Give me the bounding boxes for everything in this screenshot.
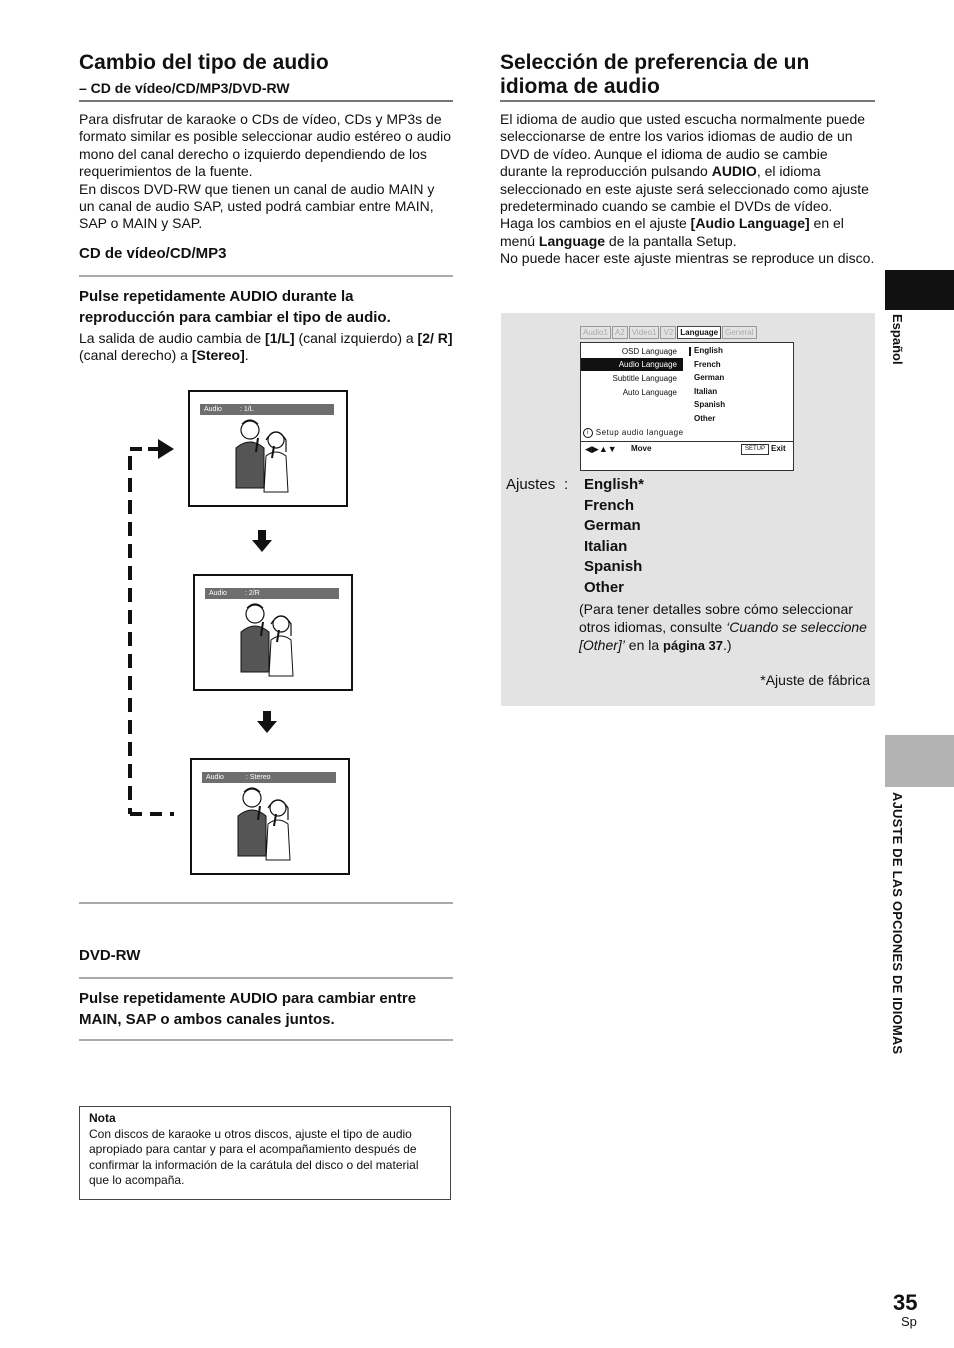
setup-menu-screen bbox=[580, 326, 794, 456]
arrow-down-icon bbox=[257, 711, 277, 733]
right-paragraph-3: No puede hacer este ajuste mientras se reproduce un disco. bbox=[500, 250, 875, 267]
right-paragraph-2 bbox=[500, 215, 875, 250]
arrow-down-icon bbox=[252, 530, 272, 552]
settings-label: Ajustes bbox=[506, 476, 556, 493]
left-intro bbox=[79, 111, 453, 233]
right-title-line2: idioma de audio bbox=[500, 75, 660, 98]
setup-button[interactable]: SETUP bbox=[741, 444, 769, 455]
section-dvdrw-step: Pulse repetidamente AUDIO para cambiar entre MAIN, SAP o ambos canales juntos. bbox=[79, 990, 417, 1028]
factory-note: *Ajuste de fábrica bbox=[760, 672, 870, 688]
section-cd-title: CD de vídeo/CD/MP3 bbox=[79, 245, 227, 262]
page-ref: página 37 bbox=[663, 638, 724, 653]
menu-tabs bbox=[580, 326, 758, 339]
note-box bbox=[79, 1106, 451, 1200]
tab-v2[interactable]: V2 bbox=[660, 326, 676, 339]
settings-note bbox=[579, 600, 869, 655]
para-text: en el menú bbox=[500, 215, 844, 249]
desc-bold: [2/ R] bbox=[417, 330, 453, 346]
setting-spanish: Spanish bbox=[584, 558, 643, 575]
osd-bar bbox=[205, 588, 339, 599]
karaoke-singers-icon bbox=[230, 786, 300, 866]
tab-a2[interactable]: A2 bbox=[612, 326, 628, 339]
note-title: Nota bbox=[89, 1111, 116, 1125]
osd-label: Audio bbox=[204, 406, 222, 413]
note-text: Con discos de karaoke u otros discos, ajuste el tipo de audio apropiado para cantar y para el acompañamiento después de confirmar la información de la carátula del disco o del material que lo acompaña. bbox=[89, 1126, 419, 1187]
note-italic: ‘Cuando se seleccione [Other]’ bbox=[579, 619, 867, 653]
para-bold: [Audio Language] bbox=[690, 215, 810, 232]
para-text: El idioma de audio que usted escucha normalmente puede seleccionarse de entre los varios idiomas de audio de un DVD de vídeo. Aunque el idioma de audio se cambie durante la reproducción pulsando bbox=[500, 111, 866, 180]
title-rule bbox=[79, 100, 453, 102]
right-intro bbox=[500, 111, 875, 268]
para-text: Haga los cambios en el ajuste bbox=[500, 215, 691, 232]
desc-text: . bbox=[244, 347, 249, 364]
menu-option-other[interactable]: Other bbox=[694, 413, 716, 423]
tv-screen-1 bbox=[188, 390, 348, 507]
settings-list bbox=[506, 476, 875, 706]
settings-panel bbox=[501, 313, 875, 706]
osd-bar bbox=[202, 772, 336, 783]
side-tab-language-block bbox=[885, 270, 954, 310]
info-icon: i bbox=[583, 428, 593, 438]
note-text: en la bbox=[624, 637, 664, 653]
right-title-line1: Selección de preferencia de un bbox=[500, 51, 810, 74]
para-bold: AUDIO bbox=[711, 163, 757, 180]
menu-option-french[interactable]: French bbox=[694, 359, 721, 369]
desc-text: (canal derecho) a bbox=[79, 347, 192, 364]
note-text: .) bbox=[723, 637, 732, 653]
title-rule bbox=[500, 100, 875, 102]
karaoke-singers-icon bbox=[233, 602, 303, 682]
menu-option-spanish[interactable]: Spanish bbox=[694, 400, 726, 409]
section-rule bbox=[79, 902, 453, 904]
note-text: (Para tener detalles sobre cómo seleccionar otros idiomas, consulte bbox=[579, 601, 853, 635]
move-label: Move bbox=[631, 444, 652, 453]
setting-italian: Italian bbox=[584, 537, 628, 555]
menu-option-italian[interactable]: Italian bbox=[694, 386, 718, 396]
tab-general[interactable]: General bbox=[722, 326, 756, 339]
side-tab-language-label: Español bbox=[890, 314, 905, 365]
desc-bold: [1/L] bbox=[265, 330, 295, 346]
tab-video1[interactable]: Video1 bbox=[629, 326, 660, 339]
section-cd-step: Pulse repetidamente AUDIO durante la reproducción para cambiar el tipo de audio. bbox=[79, 288, 391, 326]
menu-item-audio-language[interactable]: Audio Language bbox=[581, 358, 683, 371]
menu-option-german[interactable]: German bbox=[694, 373, 725, 382]
osd-value: : 1/L bbox=[240, 406, 254, 413]
osd-bar bbox=[200, 404, 334, 415]
menu-nav-bar bbox=[581, 441, 793, 456]
left-subtitle: – CD de vídeo/CD/MP3/DVD-RW bbox=[79, 80, 290, 96]
cursor-marker bbox=[689, 347, 691, 356]
page-suffix: Sp bbox=[901, 1314, 917, 1329]
osd-label: Audio bbox=[206, 774, 224, 781]
osd-label: Audio bbox=[209, 590, 227, 597]
section-rule bbox=[79, 977, 453, 979]
tab-language[interactable]: Language bbox=[677, 326, 721, 339]
page-number: 35 bbox=[893, 1290, 918, 1315]
settings-colon: : bbox=[564, 476, 569, 493]
karaoke-singers-icon bbox=[228, 418, 298, 498]
menu-item-subtitle-language[interactable]: Subtitle Language bbox=[612, 374, 677, 383]
section-rule bbox=[79, 1039, 453, 1041]
desc-text: La salida de audio cambia de bbox=[79, 330, 266, 346]
loop-arrow-icon bbox=[122, 436, 182, 820]
tv-screen-3 bbox=[190, 758, 350, 875]
para-bold: Language bbox=[538, 232, 606, 249]
menu-info-text: Setup audio language bbox=[595, 428, 684, 438]
setting-other: Other bbox=[584, 578, 625, 596]
desc-text: (canal izquierdo) a bbox=[294, 330, 418, 346]
para-text: , el idioma seleccionado en este ajuste será seleccionado como ajuste predeterminado cuando se cambie el DVDs de vídeo. bbox=[500, 163, 869, 215]
tv-screen-2 bbox=[193, 574, 353, 691]
section-dvdrw-title: DVD-RW bbox=[79, 947, 141, 964]
para-text: de la pantalla Setup. bbox=[605, 232, 737, 249]
side-tab-section-label: AJUSTE DE LAS OPCIONES DE IDIOMAS bbox=[890, 792, 905, 1055]
right-paragraph-1 bbox=[500, 111, 875, 215]
menu-item-auto-language[interactable]: Auto Language bbox=[622, 388, 677, 397]
desc-bold: [Stereo] bbox=[191, 347, 245, 364]
setting-german: German bbox=[584, 517, 641, 534]
exit-label: Exit bbox=[771, 444, 786, 453]
nav-arrows-icon: ◀▶▲▼ bbox=[585, 444, 617, 454]
setting-french: French bbox=[584, 496, 635, 514]
tab-audio1[interactable]: Audio1 bbox=[580, 326, 611, 339]
osd-value: : 2/R bbox=[245, 590, 260, 597]
section-rule bbox=[79, 275, 453, 277]
setting-english: English* bbox=[584, 476, 645, 493]
osd-value: : Stereo bbox=[246, 774, 271, 781]
menu-item-osd-language[interactable]: OSD Language bbox=[621, 347, 677, 356]
right-title bbox=[500, 51, 809, 99]
menu-info bbox=[583, 428, 684, 438]
side-tab-section-block bbox=[885, 735, 954, 787]
intro-paragraph-1: Para disfrutar de karaoke o CDs de vídeo, CDs y MP3s de formato similar es posible seleccionar audio estéreo o audio mono del canal derecho o izquierdo dependiendo de los requerimientos de la fuente. bbox=[79, 111, 451, 180]
menu-body bbox=[580, 342, 794, 471]
intro-paragraph-2: En discos DVD-RW que tienen un canal de audio MAIN y un canal de audio SAP, usted podrá cambiar entre MAIN, SAP o MAIN y SAP. bbox=[79, 180, 435, 232]
section-cd-desc bbox=[79, 330, 453, 365]
left-title: Cambio del tipo de audio bbox=[79, 51, 329, 74]
menu-option-english[interactable]: English bbox=[694, 346, 723, 355]
